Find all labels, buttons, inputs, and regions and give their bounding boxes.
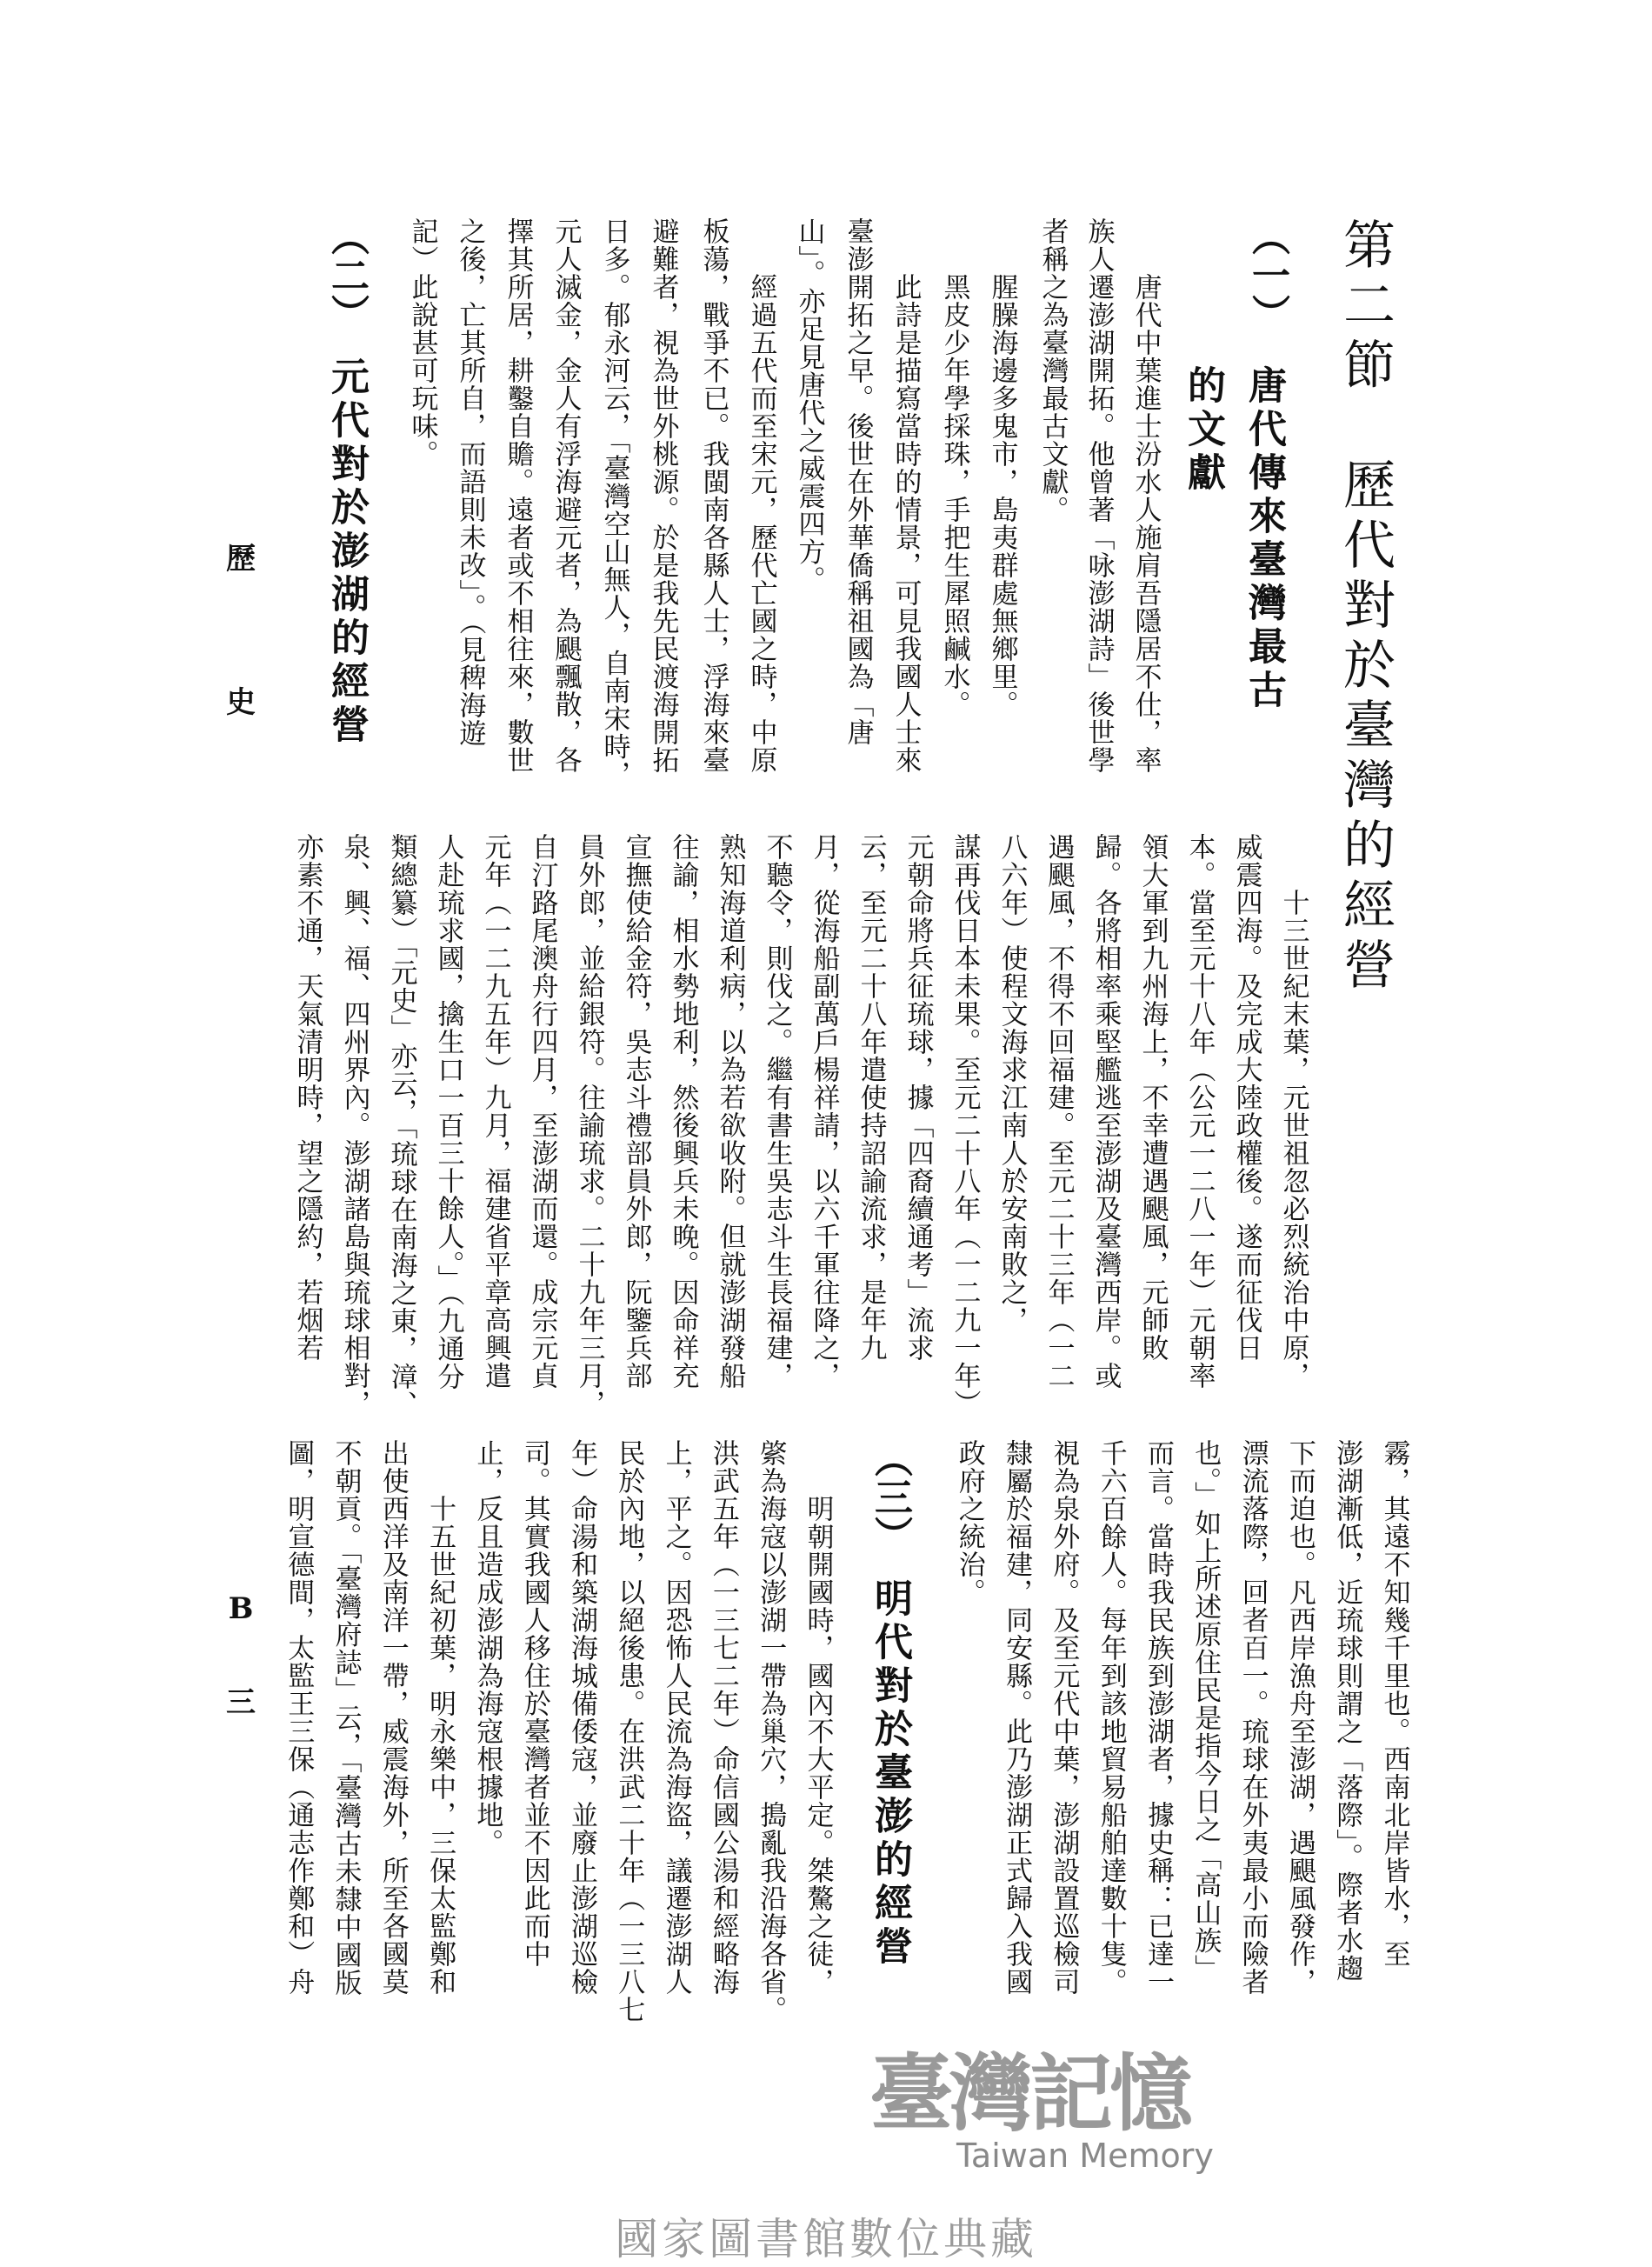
- text-line: 千六百餘人。每年到該地貿易船舶達數十隻。: [1095, 1439, 1127, 1996]
- text-line: 熟知海道利病，以為若欲收附。但就澎湖發船: [714, 833, 746, 1390]
- text-line: 十三世紀末葉，元世祖忽必烈統治中原，: [1277, 889, 1309, 1390]
- text-line: 唐代中葉進士汾水人施肩吾隱居不仕，率: [1129, 273, 1162, 774]
- text-line: 之後，亡其所自，而語則未改」。（見稗海遊: [454, 217, 486, 747]
- section-heading: 元代對於澎湖的經營: [324, 357, 369, 748]
- section-heading-number: （三）: [868, 1439, 912, 1554]
- text-line: 止，反且造成澎湖為海寇根據地。: [471, 1439, 503, 1857]
- taiwan-memory-watermark: [869, 2044, 1287, 2183]
- text-line: 元朝命將兵征琉球，據「四裔續通考」流求: [902, 833, 934, 1362]
- text-line: 政府之統治。: [953, 1439, 985, 1606]
- text-line: 上，平之。因恐怖人民流為海盜，議遷澎湖人: [660, 1439, 692, 1996]
- text-line: 月，從海船副萬戶楊祥請，以六千軍往降之，: [808, 833, 840, 1390]
- text-line: 人赴琉求國，擒生口一百三十餘人。」（九通分: [432, 833, 464, 1390]
- text-line: 也。」如上所述原住民是指今日之「高山族」: [1189, 1439, 1222, 1983]
- section-heading: 的文獻: [1181, 365, 1225, 496]
- text-line: 避難者，視為世外桃源。於是我先民渡海開拓: [647, 217, 679, 774]
- text-line: 綮為海寇以澎湖一帶為巢穴，搗亂我沿海各省。: [755, 1439, 787, 2024]
- text-line: 泉、興、福、四州界內。澎湖諸島與琉球相對，: [338, 833, 370, 1417]
- text-line: 遇颶風，不得不回福建。至元二十三年（一二: [1042, 833, 1075, 1390]
- text-line: 亦素不通，天氣清明時，望之隱約，若烟若: [291, 833, 323, 1362]
- text-line: 云，至元二十八年遣使持詔諭流求，是年九: [855, 833, 887, 1362]
- text-line: 年）命湯和築湖海城備倭寇，並廢止澎湖巡檢: [566, 1439, 597, 1996]
- watermark-logo-subtext: Taiwan Memory: [956, 2137, 1214, 2175]
- text-line: 司。其實我國人移住於臺灣者並不因此而中: [518, 1439, 550, 1968]
- text-line: 擇其所居，耕鑿自贍。遠者或不相往來，數世: [502, 217, 534, 774]
- text-line: 此詩是描寫當時的情景，可見我國人士來: [889, 273, 922, 774]
- text-line: 黑皮少年學採珠，手把生犀照鹹水。: [938, 273, 970, 718]
- section-title: 第二節 歷代對於臺灣的經營: [1335, 217, 1396, 997]
- library-footer: 國家圖書館數位典藏: [615, 2214, 1037, 2264]
- text-line: 而言。當時我民族到澎湖者，據史稱：已達一: [1142, 1439, 1174, 1996]
- section-heading: 明代對於臺澎的經營: [868, 1578, 912, 1970]
- text-line: 十五世紀初葉，明永樂中，三保太監鄭和: [424, 1495, 456, 1996]
- text-line: 出使西洋及南洋一帶，威震海外，所至各國莫: [376, 1439, 409, 1996]
- text-line: 下而迫也。凡西岸漁舟至澎湖，遇颶風發作，: [1283, 1439, 1316, 1996]
- text-line: 元年（一二九五年）九月，福建省平章高興遣: [479, 833, 511, 1390]
- text-line: 澎湖漸低，近琉球則謂之「落際」。際者水趨: [1331, 1439, 1363, 1983]
- text-line: 圖，明宣德間，太監王三保（通志作鄭和）舟: [283, 1439, 315, 1996]
- text-line: 謀再伐日本未果。至元二十八年（一二九一年）: [949, 833, 981, 1417]
- section-heading-number: （一）: [1245, 217, 1289, 332]
- text-line: 威震四海。及完成大陸政權後。遂而征伐日: [1230, 833, 1262, 1362]
- watermark-logo-text: 臺灣記憶: [869, 2044, 1189, 2143]
- text-line: 漂流落際，回者百一。琉球在外夷最小而險者: [1236, 1439, 1269, 1996]
- text-line: 自汀路尾澳舟行四月，至澎湖而還。成宗元貞: [526, 833, 558, 1390]
- page-number: 三: [226, 1685, 256, 1720]
- running-header-char: 史: [226, 685, 256, 720]
- text-line: 洪武五年（一三七二年）命信國公湯和經略海: [707, 1439, 739, 1996]
- text-line: 不聽令，則伐之。繼有書生吳志斗生長福建，: [761, 833, 793, 1390]
- text-line: 隸屬於福建，同安縣。此乃澎湖正式歸入我國: [1001, 1439, 1033, 1996]
- text-line: 經過五代而至宋元，歷代亡國之時，中原: [745, 273, 777, 774]
- running-header-char: 歷: [226, 542, 256, 577]
- text-line: 山」。亦足見唐代之威震四方。: [793, 217, 825, 594]
- text-line: 族人遷澎湖開拓。他曾著「咏澎湖詩」後世學: [1082, 217, 1115, 774]
- section-heading: 唐代傳來臺灣最古: [1242, 365, 1286, 713]
- text-line: 歸。各將相率乘堅艦逃至澎湖及臺灣西岸。或: [1089, 833, 1122, 1390]
- text-line: 員外郎，並給銀符。往諭琉求。二十九年三月，: [573, 833, 605, 1417]
- text-line: 者稱之為臺灣最古文獻。: [1036, 217, 1069, 523]
- text-line: 元人滅金，金人有浮海避元者，為颶飄散，各: [550, 217, 582, 774]
- text-line: 臺澎開拓之早。後世在外華僑稱祖國為「唐: [842, 217, 874, 746]
- text-line: 民於內地，以絕後患。在洪武二十年（一三八七: [613, 1439, 645, 2024]
- text-line: 記）此說甚可玩味。: [406, 217, 438, 468]
- text-line: 霧，其遠不知幾千里也。西南北岸皆水，至: [1378, 1439, 1410, 1968]
- page-number-letter: B: [228, 1591, 254, 1626]
- text-line: 不朝貢。「臺灣府誌」云，「臺灣古未隸中國版: [330, 1439, 362, 1997]
- text-line: 宣撫使給金符，吳志斗禮部員外郎，阮鑒兵部: [620, 833, 652, 1390]
- text-line: 腥臊海邊多鬼市，島夷群處無鄉里。: [986, 273, 1018, 718]
- text-line: 板蕩，戰爭不已。我閩南各縣人士，浮海來臺: [697, 217, 729, 774]
- text-line: 日多。郁永河云，「臺灣空山無人，自南宋時，: [598, 217, 630, 789]
- text-line: 明朝開國時，國內不大平定。桀驁之徒，: [802, 1495, 834, 1996]
- text-line: 本。當至元十八年（公元一二八一年）元朝率: [1183, 833, 1216, 1390]
- text-line: 類總纂）「元史」亦云，「琉球在南海之東，漳、: [385, 833, 417, 1418]
- text-line: 視為泉外府。及至元代中葉，澎湖設置巡檢司: [1048, 1439, 1080, 1996]
- text-line: 八六年）使程文海求江南人於安南敗之，: [996, 833, 1028, 1334]
- text-line: 領大軍到九州海上，不幸遭遇颶風，元師敗: [1136, 833, 1169, 1362]
- text-line: 往諭，相水勢地利，然後興兵未晚。因命祥充: [667, 833, 699, 1390]
- section-heading-number: （二）: [324, 217, 369, 332]
